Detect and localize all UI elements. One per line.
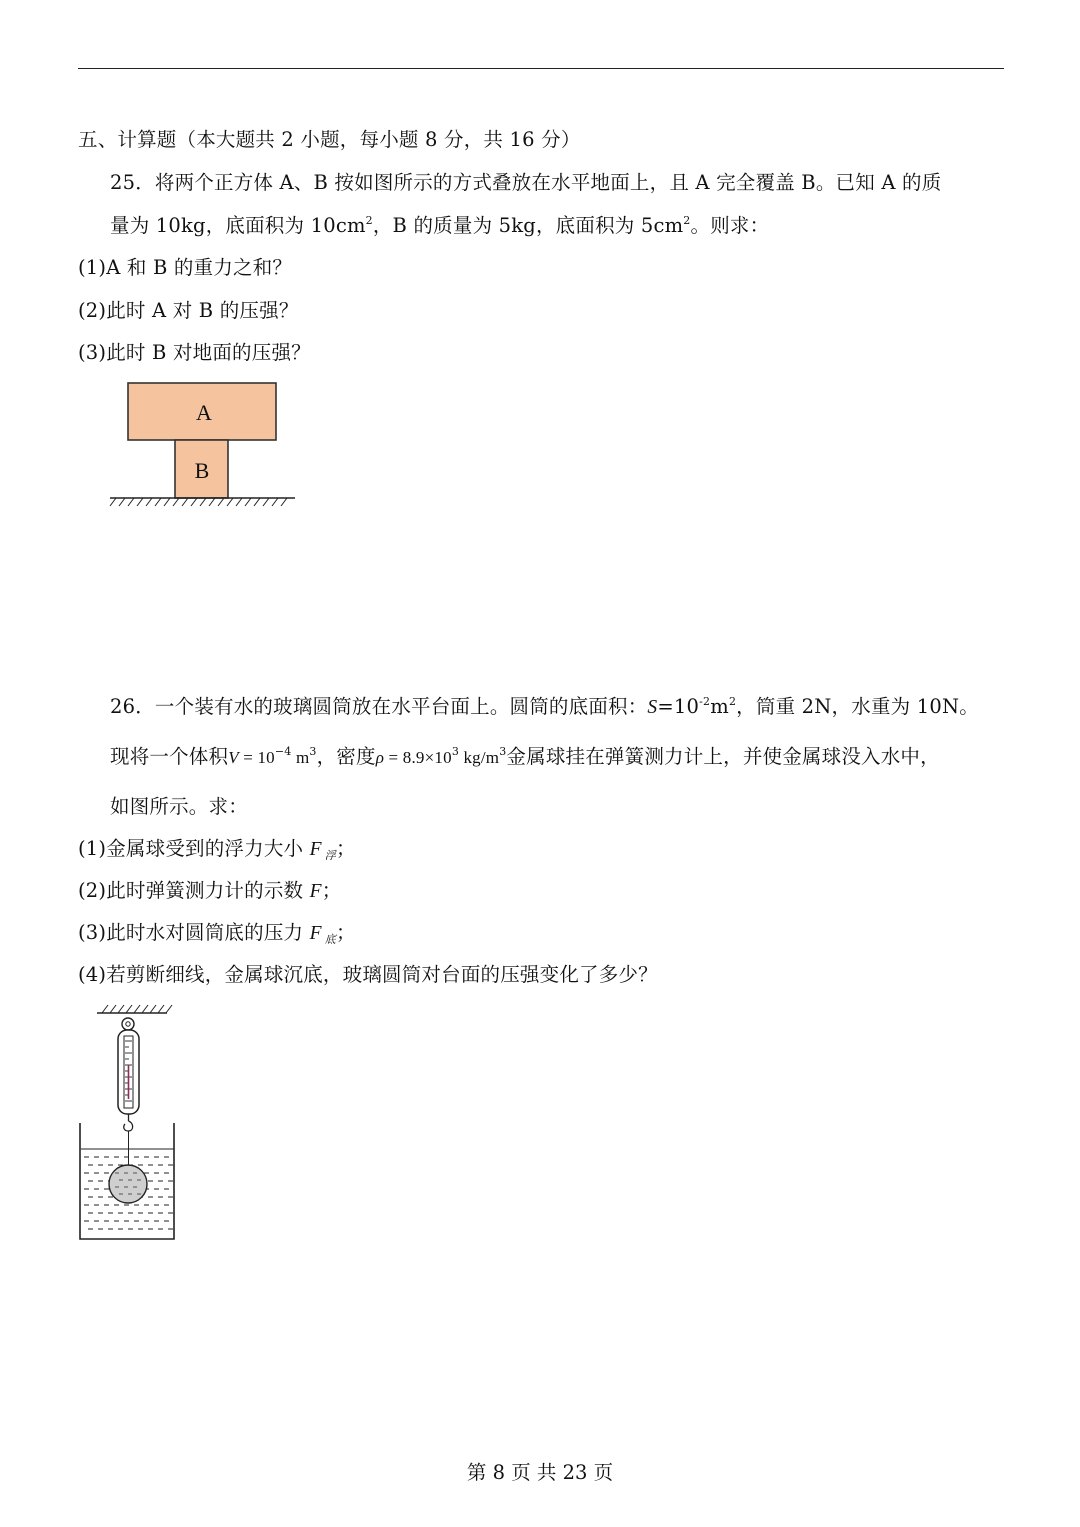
scale-hook: [124, 1121, 133, 1131]
q26-stem-line3: 如图所示。求：: [110, 795, 248, 818]
header-rule: [78, 68, 1004, 69]
q25-subquestion-1: (1)A 和 B 的重力之和？: [78, 256, 293, 279]
q26-stem-line2: 现将一个体积$V = 10^{-4}$ $m^3$，密度$\rho = 8.9\times 10^3$ $kg/m^3$金属球挂在弹簧测力计上，并使金属球没入水中，: [110, 745, 940, 768]
q26-subquestion-4: (4)若剪断细线，金属球沉底，玻璃圆筒对台面的压强变化了多少？: [78, 963, 658, 986]
q25-stem-line2: 量为 10kg，底面积为 $10cm^2$，B 的质量为 5kg，底面积为 $5cm^2$。则求：: [110, 214, 770, 237]
q25-subquestion-2: (2)此时 A 对 B 的压强？: [78, 299, 299, 322]
scale-ring: [122, 1018, 134, 1030]
q25-subquestion-3: (3)此时 B 对地面的压强？: [78, 341, 311, 364]
q26-subquestion-1: (1)金属球受到的浮力大小 F $_浮$；: [78, 837, 356, 862]
block-b-label: B: [194, 458, 210, 483]
stacked-blocks-figure: [100, 378, 310, 513]
metal-ball: [109, 1165, 147, 1203]
spring-scale-figure: [72, 1003, 182, 1248]
q25-stem-line1: 25．将两个正方体 A、B 按如图所示的方式叠放在水平地面上，且 A 完全覆盖 B。已知 A 的质: [110, 171, 942, 194]
ceiling-hatching: [102, 1005, 172, 1013]
block-a-label: A: [196, 400, 212, 425]
q26-stem-line1: 26．一个装有水的玻璃圆筒放在水平台面上。圆筒的底面积：$S=10^{-2}m^2$，筒重 2N，水重为 10N。: [110, 695, 979, 718]
q26-subquestion-2: (2)此时弹簧测力计的示数 F；: [78, 879, 342, 902]
section-title: 五、计算题（本大题共 2 小题，每小题 8 分，共 16 分）: [78, 128, 581, 151]
ground-hatching: [110, 498, 287, 506]
q26-subquestion-3: (3)此时水对圆筒底的压力 F $_底$；: [78, 921, 356, 946]
page-footer: 第 8 页 共 23 页: [466, 1461, 614, 1484]
